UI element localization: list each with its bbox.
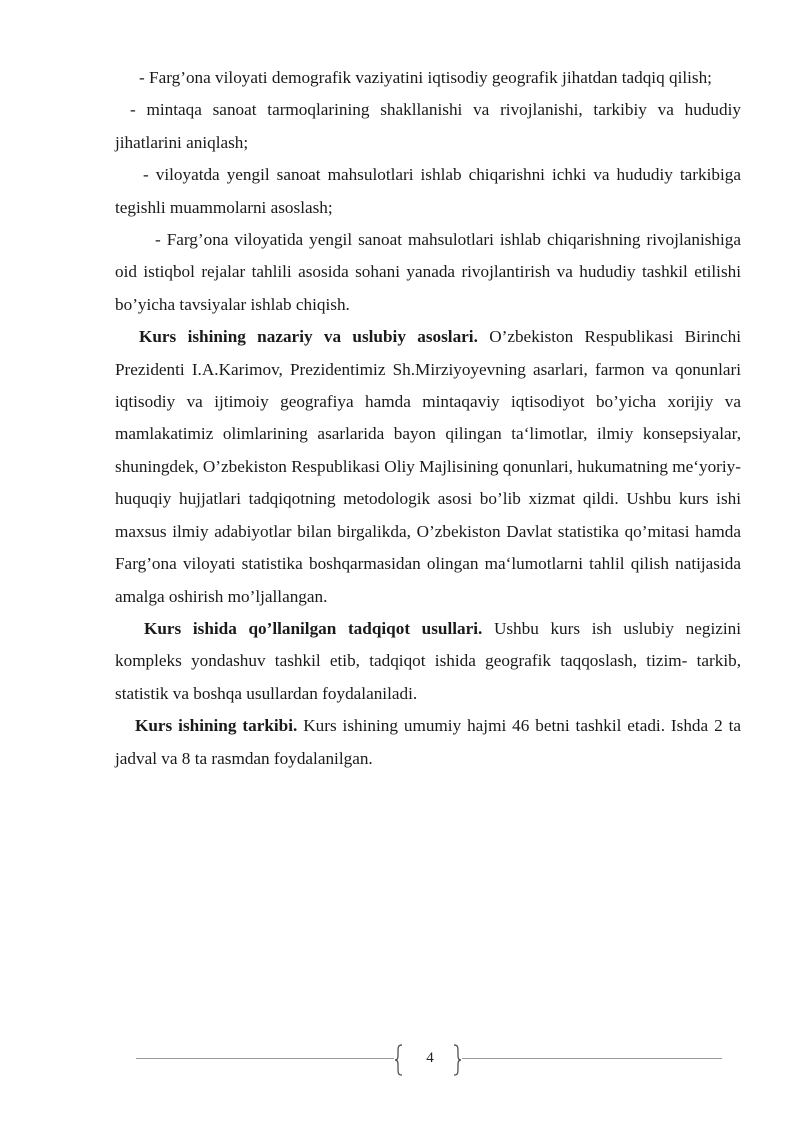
section-heading: Kurs ishining nazariy va uslubiy asoslari. (139, 327, 478, 347)
bullet-item: - viloyatda yengil sanoat mahsulotlari ishlab chiqarishni ichki va hududiy tarkibiga tegishli muammolarni asoslash; (115, 165, 741, 217)
section-theoretical-basis (115, 321, 741, 613)
footer-rule-right (462, 1058, 722, 1059)
bullet-item: - mintaqa sanoat tarmoqlarining shakllanishi va rivojlanishi, tarkibiy va hududiy jihatlarini aniqlash; (115, 100, 741, 152)
bullet-item: - Farg’ona viloyatida yengil sanoat mahsulotlari ishlab chiqarishning rivojlanishiga oid istiqbol rejalar tahlili asosida sohani yanada rivojlantirish va hududiy tashkil etilishi bo’yicha tavsiyalar ishlab chiqish. (115, 230, 741, 314)
bullet-item: - Farg’ona viloyati demografik vaziyatini iqtisodiy geografik jihatdan tadqiq qilish; (139, 68, 712, 87)
section-text: O’zbekiston Respublikasi Birinchi Prezidenti I.A.Karimov, Prezidentimiz Sh.Mirziyoyevning asarlari, farmon va qonunlari iqtisodiy va ijtimoiy geografiya hamda mintaqaviy iqtisodiyot bo’yicha xorijiy va mamlakatimiz olimlarining asarlarida bayon qilingan ta‘limotlar, ilmiy konsepsiyalar, shuningdek, O’zbekiston Respublikasi Oliy Majlisining qonunlari, hukumatning me‘yoriy-huquqiy hujjatlari tadqiqotning metodologik asosi bo’lib xizmat qildi. Ushbu kurs ishi maxsus ilmiy adabiyotlar bilan birgalikda, O’zbekiston Davlat statistika qo’mitasi hamda Farg’ona viloyati statistika boshqarmasidan olingan ma‘lumotlarni tahlil qilish natijasida amalga oshirish mo’ljallangan. (115, 327, 741, 606)
right-brace-icon (452, 1044, 462, 1076)
page-footer (0, 1044, 800, 1078)
section-heading: Kurs ishida qo’llanilgan tadqiqot usullari. (144, 618, 483, 638)
left-brace-icon (394, 1044, 404, 1076)
section-heading: Kurs ishining tarkibi. (135, 716, 298, 736)
section-research-methods (115, 613, 741, 710)
document-body (115, 62, 741, 775)
section-text: Ushbu kurs ish uslubiy negizini kompleks yondashuv tashkil etib, tadqiqot ishida geografik taqqoslash, tizim- tarkib, statistik va boshqa usullardan foydalaniladi. (115, 618, 741, 703)
page-number: 4 (426, 1050, 434, 1066)
footer-rule-left (136, 1058, 394, 1059)
section-structure (115, 710, 741, 775)
section-text: Kurs ishining umumiy hajmi 46 betni tashkil etadi. Ishda 2 ta jadval va 8 ta rasmdan foydalanilgan. (115, 716, 741, 768)
